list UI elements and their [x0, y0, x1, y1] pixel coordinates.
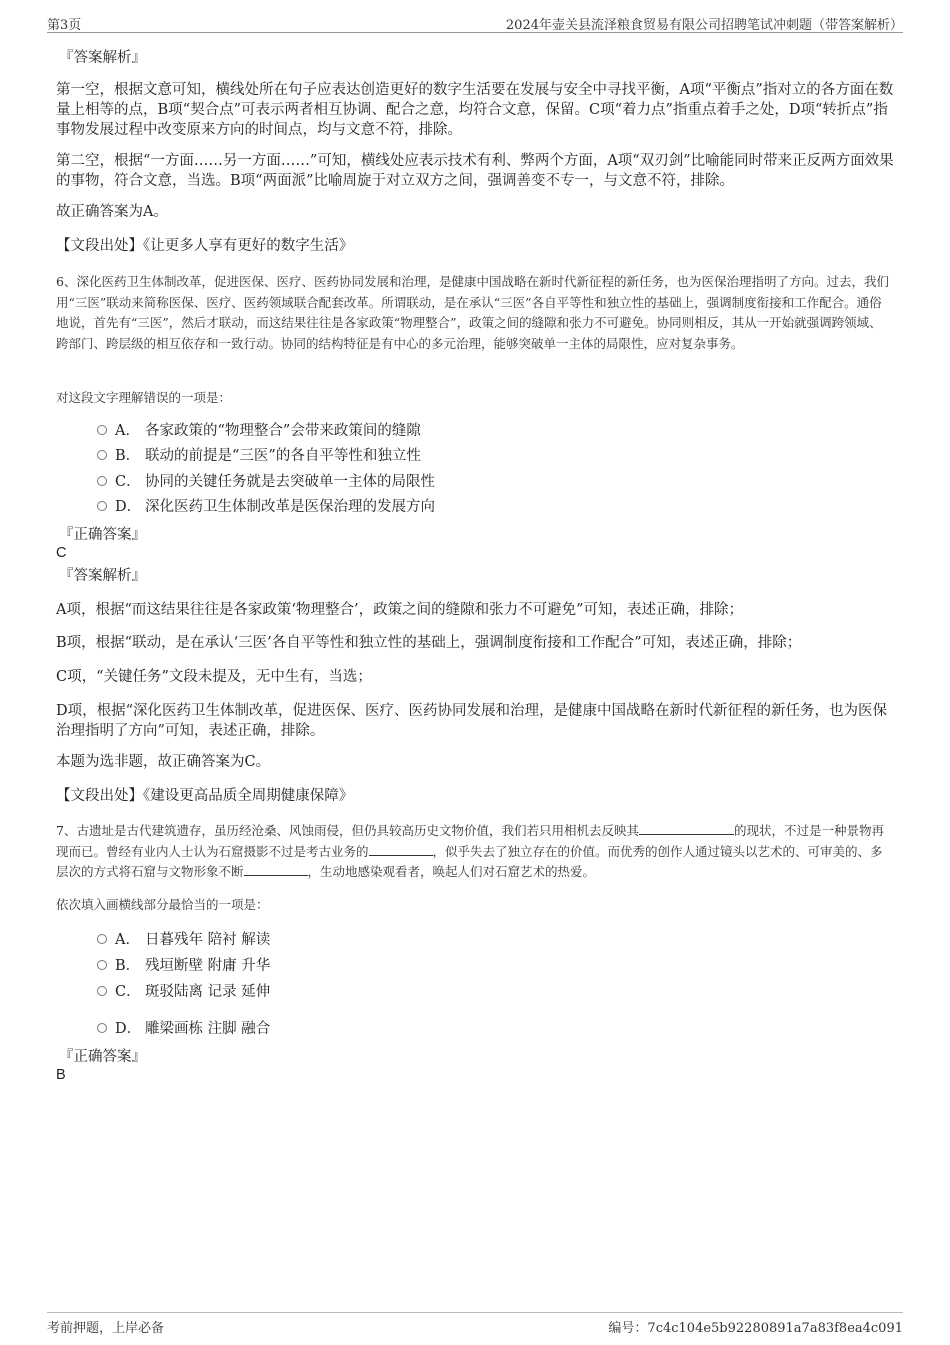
q5-analysis-label: 『答案解析』: [59, 50, 146, 66]
footer-slogan: 考前押题，上岸必备: [47, 1321, 165, 1336]
q6-analysis-a: A项，根据“而这结果往往是各家政策‘物理整合’，政策之间的缝隙和张力不可避免”可知，表述正确，排除；: [56, 602, 744, 618]
q6-analysis-d: D项，根据“深化医药卫生体制改革，促进医保、医疗、医药协同发展和治理，是健康中国战略在新时代新征程的新任务，也为医保治理指明了方向”可知，表述正确，排除。: [56, 703, 888, 739]
footer-doc-id: 编号：7c4c104e5b92280891a7a83f8ea4c091: [608, 1321, 903, 1336]
q6-option-d[interactable]: D． 深化医药卫生体制改革是医保治理的发展方向: [97, 497, 435, 517]
q5-analysis-p1: 第一空，根据文意可知，横线处所在句子应表达创造更好的数字生活要在发展与安全中寻找平衡，A项“平衡点”指对立的各方面在数量上相等的点，B项“契合点”可表示两者相互协调、配合之意，均符合文意，保留。C项“着力点”指重点着手之处，D项“转折点”指事物发展过程中改变原来方向的时间点，均与文意不符，排除。: [56, 82, 894, 138]
q6-analysis-label: 『答案解析』: [59, 568, 146, 584]
q7-answer-label: 『正确答案』: [59, 1049, 146, 1065]
q6-source: 【文段出处】《建设更高品质全周期健康保障》: [56, 788, 354, 804]
q5-source: 【文段出处】《让更多人享有更好的数字生活》: [56, 238, 354, 254]
q6-option-c[interactable]: C． 协同的关键任务就是去突破单一主体的局限性: [97, 472, 435, 492]
q6-analysis-b: B项，根据“联动，是在承认‘三医’各自平等性和独立性的基础上，强调制度衔接和工作配合”可知，表述正确，排除；: [56, 635, 802, 651]
q6-question-text: 6、深化医药卫生体制改革，促进医保、医疗、医药协同发展和治理，是健康中国战略在新时代新征程的新任务，也为医保治理指明了方向。过去，我们用“三医”联动来简称医保、医疗、医药领域联合配套改革。所谓联动，是在承认“三医”各自平等性和独立性的基础上，强调制度衔接和工作配合。通俗地说，首先有“三医”，然后才联动，而这结果往往是各家政策“物理整合”，政策之间的缝隙和张力不可避免。协同则相反，其从一开始就强调跨领域、跨部门、跨层级的相互依存和一致行动。协同的结构特征是有中心的多元治理，能够突破单一主体的局限性，应对复杂事务。: [56, 274, 889, 351]
radio-icon[interactable]: [97, 1023, 107, 1033]
q5-conclusion: 故正确答案为A。: [56, 204, 168, 220]
q7-option-c[interactable]: C． 斑驳陆离 记录 延伸: [97, 982, 270, 1002]
q5-analysis-p2: 第二空，根据“一方面……另一方面……”可知，横线处应表示技术有利、弊两个方面，A项“双刃剑”比喻能同时带来正反两方面效果的事物，符合文意，当选。B项“两面派”比喻周旋于对立双方之间，强调善变不专一，与文意不符，排除。: [56, 153, 894, 189]
q6-answer: C: [56, 545, 67, 561]
radio-icon[interactable]: [97, 501, 107, 511]
q6-conclusion: 本题为选非题，故正确答案为C。: [56, 754, 271, 770]
q6-answer-label: 『正确答案』: [59, 527, 146, 543]
radio-icon[interactable]: [97, 934, 107, 944]
q7-option-b[interactable]: B． 残垣断壁 附庸 升华: [97, 956, 270, 976]
page-header: [47, 12, 903, 33]
q6-option-a[interactable]: A． 各家政策的“物理整合”会带来政策间的缝隙: [97, 421, 421, 441]
q7-option-d[interactable]: D． 雕梁画栋 注脚 融合: [97, 1019, 270, 1039]
page-footer: [47, 1312, 903, 1335]
blank-1: [639, 822, 734, 835]
page-number: 第3页: [47, 18, 82, 33]
radio-icon[interactable]: [97, 450, 107, 460]
q7-option-a[interactable]: A． 日暮残年 陪衬 解读: [97, 930, 270, 950]
radio-icon[interactable]: [97, 986, 107, 996]
radio-icon[interactable]: [97, 425, 107, 435]
document-title: 2024年壶关县流泽粮食贸易有限公司招聘笔试冲刺题（带答案解析）: [505, 18, 903, 33]
q6-option-b[interactable]: B． 联动的前提是“三医”的各自平等性和独立性: [97, 446, 421, 466]
q7-question-text: 7、古遗址是古代建筑遗存，虽历经沧桑、风蚀雨侵，但仍具较高历史文物价值，我们若只用相机去反映其 的现状，不过是一种景物再现而已。曾经有业内人士认为石窟摄影不过是考古业务的 ，似乎失去了独立存在的价值。而优秀的创作人通过镜头以艺术的、可审美的、多层次的方式将石窟与文物形象不断 ，生动地感染观看者，唤起人们对石窟艺术的热爱。: [56, 823, 884, 879]
radio-icon[interactable]: [97, 960, 107, 970]
q6-prompt: 对这段文字理解错误的一项是：: [56, 390, 232, 405]
radio-icon[interactable]: [97, 476, 107, 486]
q7-answer: B: [56, 1067, 66, 1083]
blank-2: [369, 843, 433, 856]
q7-prompt: 依次填入画横线部分最恰当的一项是：: [56, 897, 269, 912]
q6-analysis-c: C项，“关键任务”文段未提及，无中生有，当选；: [56, 669, 372, 685]
blank-3: [244, 863, 308, 876]
